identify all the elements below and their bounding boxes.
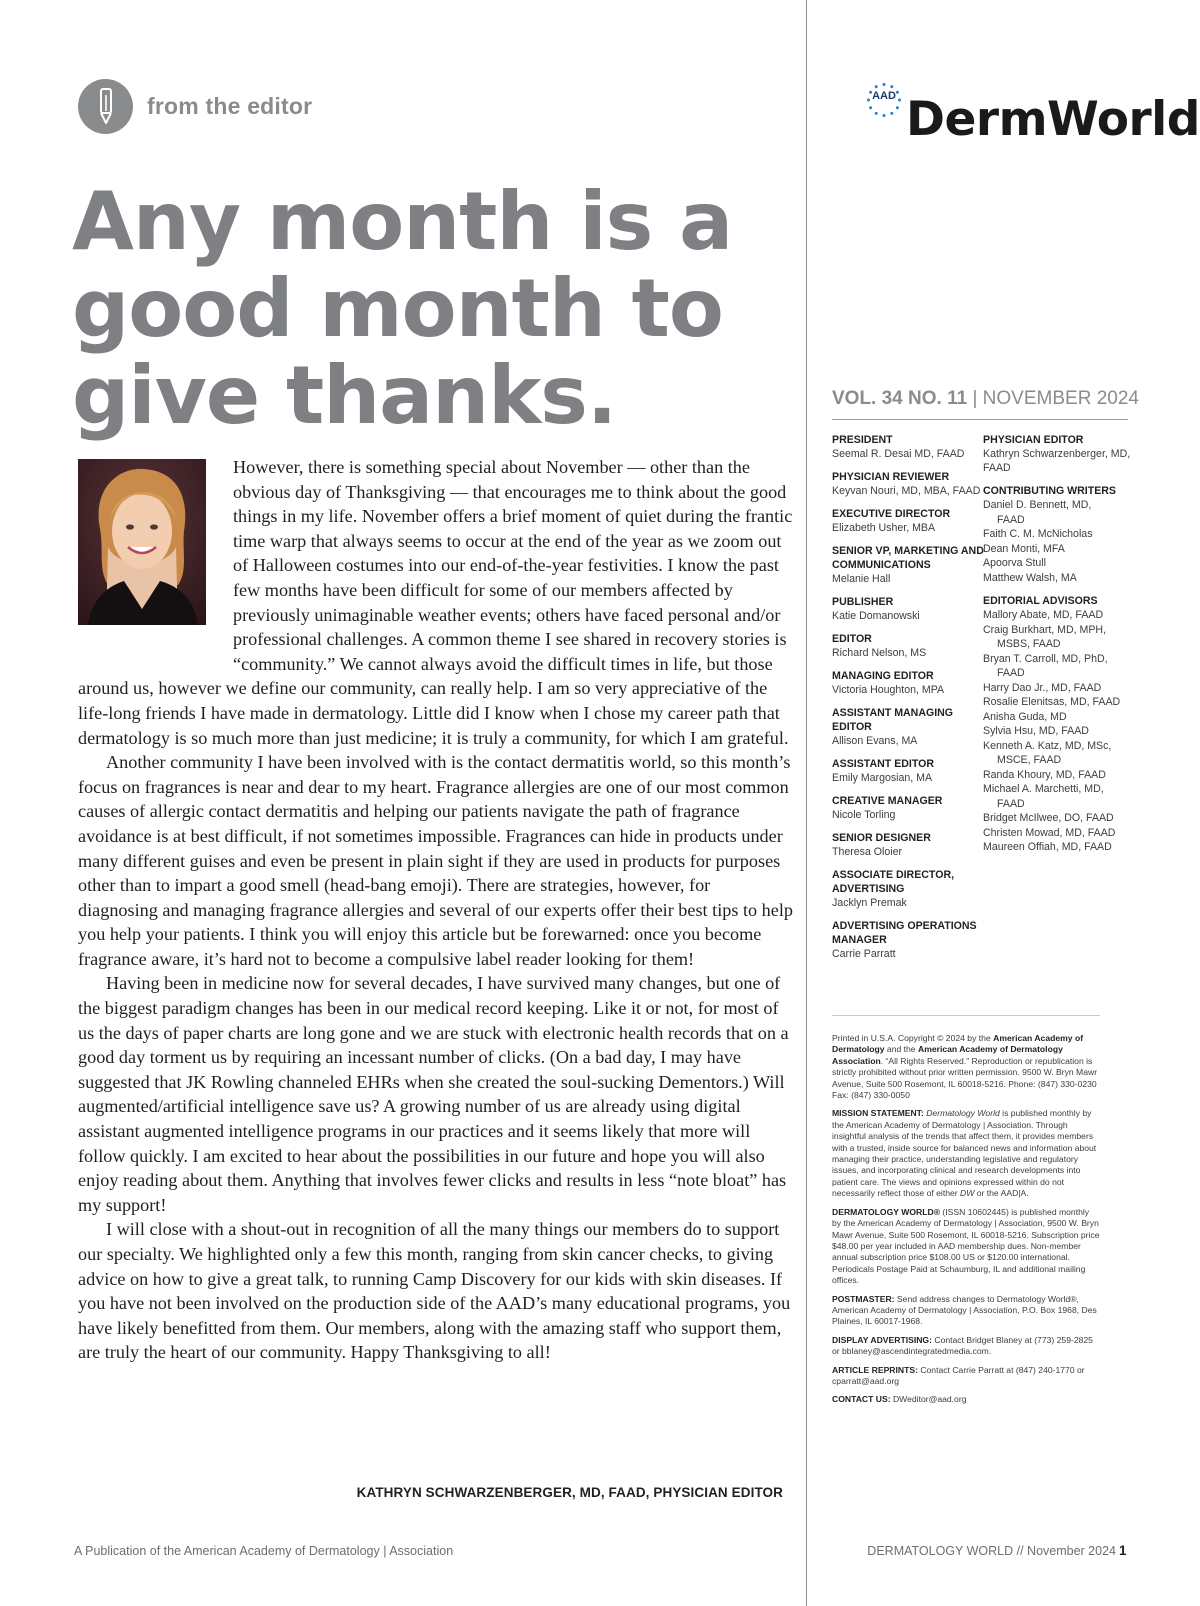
masthead-name: Theresa Oloier [832,846,903,858]
headline-line-1: Any month is a [72,175,733,268]
masthead-name: Elizabeth Usher, MBA [832,522,936,534]
masthead-name: Seemal R. Desai MD, FAAD [832,448,965,460]
contributing-writers-list [983,498,1143,585]
masthead-left-column [832,433,992,970]
note-label: POSTMASTER: [832,1293,895,1304]
list-item: Dean Monti, MFA [983,542,1065,555]
magazine-abbrev: DW [960,1188,975,1199]
masthead-name: Katie Domanowski [832,610,920,622]
list-item: Rosalie Elenitsas, MD, FAAD [983,696,1121,708]
masthead-role: ASSISTANT MANAGING EDITOR [832,707,954,733]
masthead-role: ASSISTANT EDITOR [832,758,935,770]
note-label: ARTICLE REPRINTS: [832,1364,918,1375]
list-item: Randa Khoury, MD, FAAD [983,768,1106,781]
issue-rule [832,419,1128,420]
display-advertising-note [832,1335,1100,1358]
masthead-role: EXECUTIVE DIRECTOR [832,508,951,520]
logo-wordmark: DermWorld [906,92,1200,147]
copyright-note [832,1033,1100,1101]
list-item: Faith C. M. McNicholas [983,528,1093,540]
masthead-role: SENIOR VP, MARKETING AND COMMUNICATIONS [832,545,984,571]
list-item: FAAD [997,797,1025,810]
list-item: Mallory Abate, MD, FAAD [983,609,1104,621]
masthead-name: Jacklyn Premak [832,897,907,909]
list-item: Craig Burkhart, MD, MPH, [983,623,1107,636]
issue-separator: | [972,388,978,409]
note-label: MISSION STATEMENT: [832,1108,924,1119]
copyright-text: Printed in U.S.A. Copyright © 2024 by the [832,1033,991,1043]
headline-line-2: good month to [72,262,723,355]
masthead-role: SENIOR DESIGNER [832,832,931,844]
headline-line-3: give thanks. [72,349,617,442]
author-signature: KATHRYN SCHWARZENBERGER, MD, FAAD, PHYSICIAN EDITOR [356,1485,783,1500]
list-item: Michael A. Marchetti, MD, [983,783,1104,795]
issue-volume: VOL. 34 NO. 11 [832,388,968,409]
note-label: DISPLAY ADVERTISING: [832,1334,932,1345]
headline [72,175,772,442]
mission-statement [832,1108,1100,1199]
masthead-name: Keyvan Nouri, MD, MBA, FAAD [832,485,981,497]
list-item: Sylvia Hsu, MD, FAAD [983,725,1089,737]
list-item: MSCE, FAAD [997,754,1062,766]
editorial-advisors-list [983,608,1143,855]
list-item: Kenneth A. Katz, MD, MSc, [983,739,1112,752]
masthead-name: Emily Margosian, MA [832,772,933,784]
article-paragraph: Having been in medicine now for several decades, I have survived many changes, but one of the biggest paradigm changes has been in our medical record keeping. Like it or not, for most of us the days of paper charts are long gone and we are stuck with electronic health records that on a good day torment us by requiring an incessant number of clicks. (On a bad day, I may have suggested that JK Rowling channeled EHRs when she created the soul-sucking Dementors.) Will augmented/artificial intelligence save us? A growing number of us are already using digital assistant augmented intelligence programs in our practices and it seems likely that more will follow quickly. I am excited to hear about the possibilities in our future and hope you will also enjoy reading about them. Anything that involves fewer clicks and results in less “note bloat” has my support! [78,973,789,1215]
list-item: Bryan T. Carroll, MD, PhD, [983,652,1108,665]
masthead-role: EDITOR [832,633,872,645]
footer-publisher: A Publication of the American Academy of Dermatology | Association [74,1544,454,1558]
masthead-role: ASSOCIATE DIRECTOR, ADVERTISING [832,869,955,895]
contact-note [832,1394,1100,1405]
section-label: from the editor [147,92,313,119]
footer-issue: DERMATOLOGY WORLD // November 2024 [867,1544,1116,1558]
note-text: is published monthly by the American Academy of Dermatology | Association. Through insightful analysis of the trends that affect them, it provides members with a trusted, inside source for balanced news and information about managing their practice, understanding legislative and regulatory issues, and incorporating clinical and research developments into patient care. The views and opinions expressed within do not necessarily reflect those of either [832,1108,1097,1199]
masthead-role: PUBLISHER [832,596,894,608]
copyright-rest: . “All Rights Reserved.” Reproduction or republication is strictly prohibited without prior written permission. 9500 W. Bryn Mawr Avenue, Suite 500 Rosemont, IL 60018-5216. Phone: (847) 330-0230 Fax: (847) 330-0050 [832,1055,1098,1101]
masthead-name: Carrie Parratt [832,948,896,960]
note-text: (ISSN 10602445) is published monthly by the American Academy of Dermatology | Association, 9500 W. Bryn Mawr Avenue, Suite 500 Rosemont, IL 60018-5216. Subscription price $48.00 per year included in AAD membership dues. Non-member annual subscription price $108.00 US or $120.00 international. Periodicals Postage Paid at Schaumburg, IL and additional mailing offices. [832,1206,1100,1286]
list-item: FAAD [997,513,1025,526]
copyright-org: American Academy of Dermatology Association [832,1044,1063,1066]
reprints-note [832,1365,1100,1388]
masthead-role: CREATIVE MANAGER [832,795,943,807]
article-paragraph: I will close with a shout-out in recognition of all the many things our members do to support our specialty. We highlighted only a few this month, ranging from skin cancer checks, to giving advice on how to give a great talk, to running Camp Discovery for our kids with skin diseases. If you have not been involved on the production side of the AAD’s many educational programs, you have likely benefitted from them. Our members, along with the amazing staff who support them, are truly the heart of our community. Happy Thanksgiving to all! [78,1219,791,1363]
postmaster-note [832,1294,1100,1328]
masthead-name: Richard Nelson, MS [832,647,927,659]
logo-badge-text: AAD [872,90,896,102]
list-item: Bridget McIlwee, DO, FAAD [983,812,1114,824]
list-item: Apoorva Stull [983,557,1047,569]
masthead-name: Nicole Torling [832,809,896,821]
masthead-name: Melanie Hall [832,573,891,585]
list-item: Christen Mowad, MD, FAAD [983,826,1116,839]
masthead-name: Victoria Houghton, MPA [832,684,945,696]
note-text: Contact Carrie Parratt at (847) 240-1770 or cparratt@aad.org [832,1364,1085,1386]
masthead-role: PRESIDENT [832,434,893,446]
article-body [78,455,793,1365]
column-divider [806,0,807,1606]
masthead-role: MANAGING EDITOR [832,670,934,682]
aad-badge-icon [866,82,902,118]
masthead-role: EDITORIAL ADVISORS [983,595,1098,607]
masthead-name: Kathryn Schwarzenberger, MD, FAAD [983,448,1131,474]
list-item: Daniel D. Bennett, MD, [983,499,1092,511]
masthead-name: Allison Evans, MA [832,735,918,747]
dermworld-logo [866,82,1200,148]
masthead-role: ADVERTISING OPERATIONS MANAGER [832,920,977,946]
masthead-role: PHYSICIAN REVIEWER [832,471,950,483]
list-item: FAAD [997,667,1025,679]
note-text: Contact Bridget Blaney at (773) 259-2825 or bblaney@ascendintegratedmedia.com. [832,1334,1093,1357]
issue-date: NOVEMBER 2024 [982,388,1139,409]
masthead-right-column [983,433,1143,864]
list-item: MSBS, FAAD [997,638,1061,650]
note-label: CONTACT US: [832,1394,891,1405]
masthead-role: CONTRIBUTING WRITERS [983,485,1117,497]
pencil-icon [78,79,133,134]
copyright-org: American Academy of Dermatology [832,1033,1084,1055]
list-item: Maureen Offiah, MD, FAAD [983,841,1112,853]
list-item: Matthew Walsh, MA [983,571,1077,584]
publication-notes [832,1033,1100,1413]
article-paragraph: Another community I have been involved with is the contact dermatitis world, so this month’s focus on fragrances is near and dear to my heart. Fragrance allergies are one of our most common causes of allergic contact dermatitis and helping our patients navigate the path of fragrance avoidance is at best difficult, if not sometimes impossible. Fragrances can hide in products under many different guises and even be present in plain sight if they are used in products for purposes other than to impart a good smell (head-bang emoji). There are strategies, however, for diagnosing and managing fragrance allergies and several of our experts offer their best tips to help you help your patients. I think you will enjoy this article but be forewarned: once you become fragrance aware, it’s hard not to become a compulsive label reader looking for them! [78,752,793,969]
issn-note [832,1207,1100,1287]
note-text: Send address changes to Dermatology World®, American Academy of Dermatology | Association, P.O. Box 1968, Des Plaines, IL 60017-1968. [832,1293,1097,1327]
magazine-title: Dermatology World [926,1108,1000,1119]
issue-line [832,388,1139,410]
note-text: or the AAD|A. [974,1188,1029,1199]
masthead-role: PHYSICIAN EDITOR [983,434,1084,446]
photo-spacer [78,455,233,653]
list-item: Harry Dao Jr., MD, FAAD [983,681,1102,694]
list-item: Anisha Guda, MD [983,710,1067,723]
section-tag [78,78,312,134]
page-number: 1 [1119,1543,1127,1558]
masthead-rule [832,1015,1100,1016]
article-paragraph: However, there is something special about November — other than the obvious day of Thanksgiving — that encourages me to think about the good things in my life. November offers a brief moment of quiet during the frantic time warp that always seems to occur at the end of the year as we zoom out of Halloween costumes into our end-of-the-year festivities. I know the past few months have been difficult for some of our members affected by previously unimaginable weather events; others have faced personal and/or professional challenges. A common theme I see shared in recovery stories is “community.” We cannot always avoid the difficult times in life, but those around us, however we define our community, can really help. I am so very appreciative of the life-long friends I have made in dermatology. Little did I know when I chose my career path that dermatology is so much more than just medicine; it is truly a community, for which I am grateful. [78,457,793,748]
copyright-and: and the [884,1044,916,1055]
note-text: DWeditor@aad.org [890,1394,967,1405]
note-label: DERMATOLOGY WORLD® [832,1206,941,1217]
